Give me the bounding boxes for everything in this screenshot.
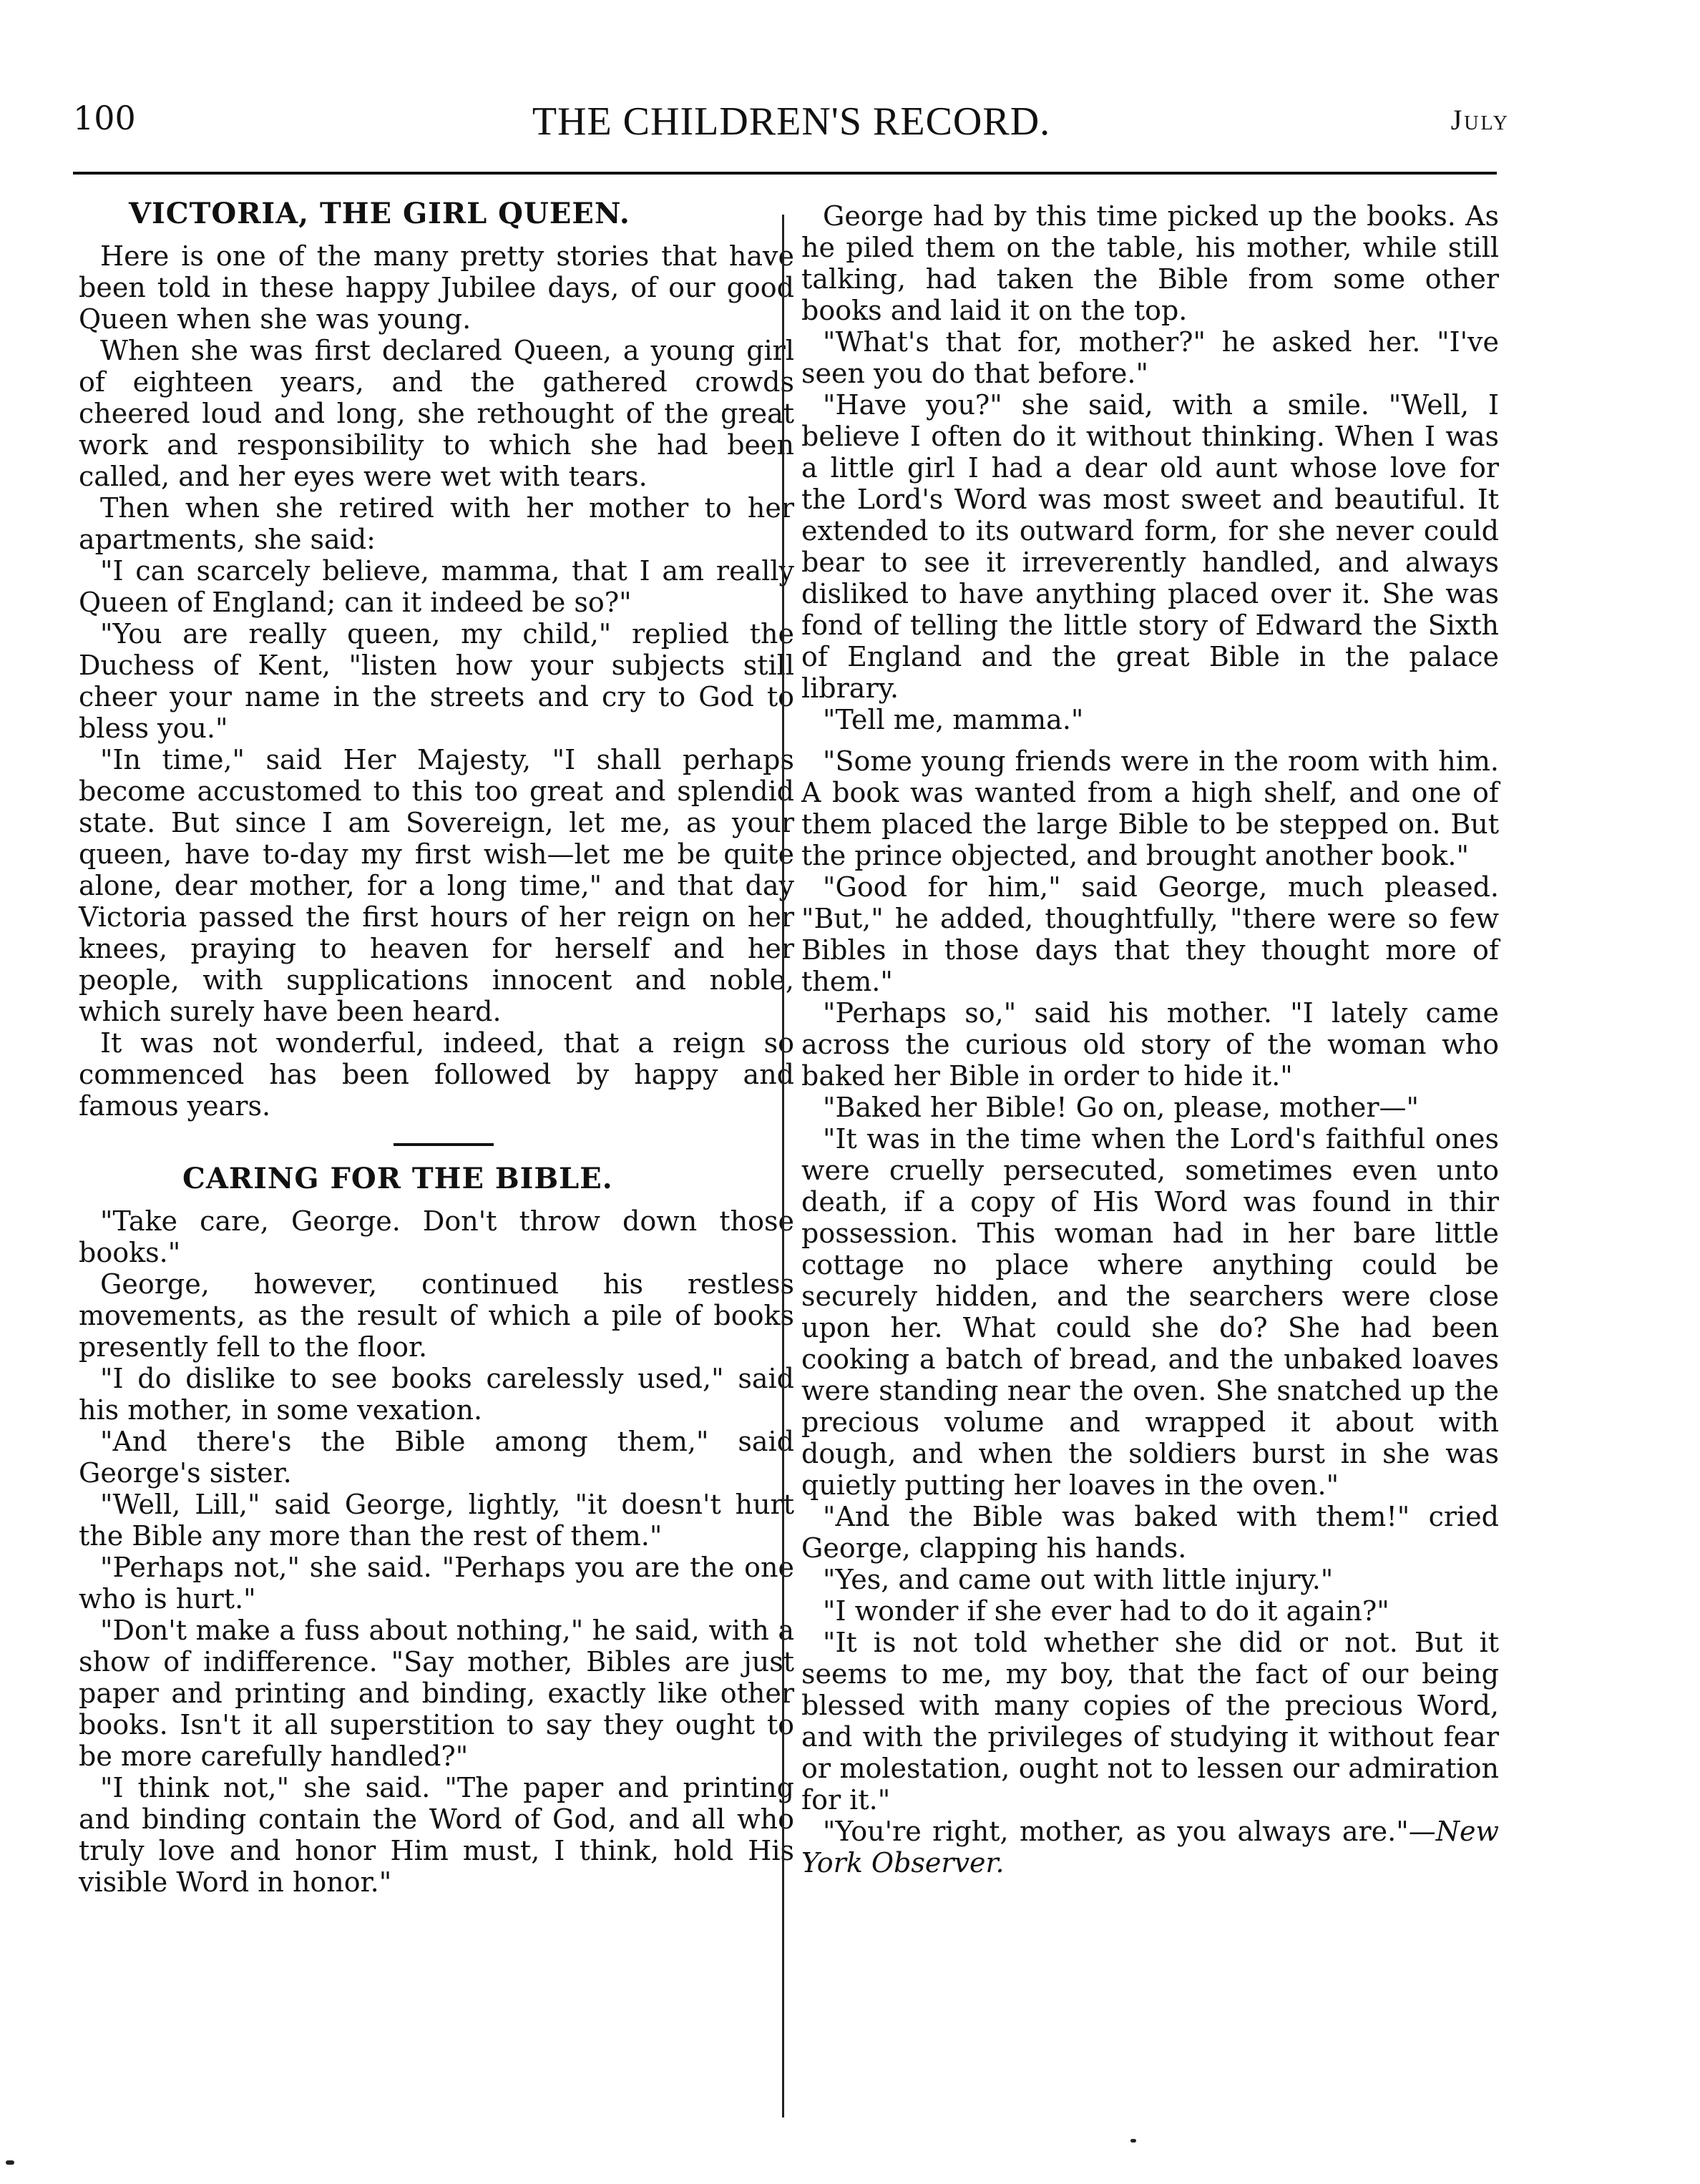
paragraph: "It was in the time when the Lord's faithful ones were cruelly persecuted, sometimes even unto death, if a copy of His Word was found in thir possession. This woman had in her bare little cottage no place where anything could be securely hidden, and the searchers were close upon her. What could she do? She had been cooking a batch of bread, and the unbaked loaves were standing near the oven. She snatched up the precious volume and wrapped it about with dough, and when the soldiers burst in she was quietly putting her loaves in the oven." (801, 1123, 1499, 1501)
paragraph: When she was first declared Queen, a young girl of eighteen years, and the gathered crowds cheered loud and long, she rethought of the great work and responsibility to which she had been called, and her eyes were wet with tears. (79, 335, 794, 492)
paragraph: George, however, continued his restless movements, as the result of which a pile of books presently fell to the floor. (79, 1268, 794, 1363)
issue-month: July (1450, 104, 1510, 136)
paragraph: "Good for him," said George, much pleased. "But," he added, thoughtfully, "there were so few Bibles in those days that they thought more of them." (801, 871, 1499, 997)
section-divider (394, 1143, 494, 1146)
paragraph: "Don't make a fuss about nothing," he said, with a show of indifference. "Say mother, Bibles are just paper and printing and binding, exactly like other books. Isn't it all superstition to say they ought to be more carefully handled?" (79, 1615, 794, 1772)
right-column (801, 200, 1499, 1879)
paragraph: "Tell me, mamma." (823, 704, 1084, 735)
article-heading-victoria: VICTORIA, THE GIRL QUEEN. (129, 197, 630, 230)
paragraph: "What's that for, mother?" he asked her. "I've seen you do that before." (801, 326, 1499, 389)
paragraph: "I do dislike to see books carelessly used," said his mother, in some vexation. (79, 1363, 794, 1426)
paragraph: "I wonder if she ever had to do it again?" (823, 1595, 1389, 1627)
closing-paragraph (801, 1816, 1499, 1879)
page-header (73, 99, 1510, 156)
paragraph: "You are really queen, my child," replied the Duchess of Kent, "listen how your subjects still cheer your name in the streets and cry to God to bless you." (79, 618, 794, 744)
closing-text: "You're right, mother, as you always are."— (823, 1816, 1436, 1847)
paragraph: George had by this time picked up the books. As he piled them on the table, his mother, while still talking, had taken the Bible from some other books and laid it on the top. (801, 200, 1499, 326)
paragraph: It was not wonderful, indeed, that a reign so commenced has been followed by happy and famous years. (79, 1027, 794, 1122)
article-body-caring-left (79, 1205, 794, 1898)
paragraph: "Perhaps so," said his mother. "I lately came across the curious old story of the woman who baked her Bible in order to hide it." (801, 997, 1499, 1092)
print-speck (6, 2160, 14, 2165)
source-attribution: New York Observer. (801, 1816, 1499, 1879)
print-speck (1130, 2139, 1136, 2143)
page-number: 100 (73, 99, 136, 137)
paragraph: "Perhaps not," she said. "Perhaps you are the one who is hurt." (79, 1552, 794, 1615)
paragraph: "It is not told whether she did or not. But it seems to me, my boy, that the fact of our being blessed with many copies of the precious Word, and with the privileges of studying it without fear or molestation, ought not to lessen our admiration for it." (801, 1627, 1499, 1816)
column-divider (782, 215, 784, 2117)
paragraph: "I can scarcely believe, mamma, that I am really Queen of England; can it indeed be so?" (79, 555, 794, 618)
paragraph: "Well, Lill," said George, lightly, "it doesn't hurt the Bible any more than the rest of them." (79, 1489, 794, 1552)
paragraph: "Some young friends were in the room with him. A book was wanted from a high shelf, and one of them placed the large Bible to be stepped on. But the prince objected, and brought another book." (801, 745, 1499, 871)
paragraph: "Baked her Bible! Go on, please, mother—" (823, 1092, 1419, 1123)
paragraph: "And the Bible was baked with them!" cried George, clapping his hands. (801, 1501, 1499, 1564)
paragraph: "Yes, and came out with little injury." (823, 1564, 1334, 1595)
paragraph: "In time," said Her Majesty, "I shall perhaps become accustomed to this too great and splendid state. But since I am Sovereign, let me, as your queen, have to-day my first wish—let me be quite alone, dear mother, for a long time," and that day Victoria passed the first hours of her reign on her knees, praying to heaven for herself and her people, with supplications innocent and noble, which surely have been heard. (79, 744, 794, 1027)
paragraph: "Take care, George. Don't throw down those books." (79, 1205, 794, 1268)
paragraph: "And there's the Bible among them," said George's sister. (79, 1426, 794, 1489)
paragraph: Then when she retired with her mother to her apartments, she said: (79, 492, 794, 555)
header-rule (73, 172, 1497, 175)
paragraph: Here is one of the many pretty stories that have been told in these happy Jubilee days, of our good Queen when she was young. (79, 240, 794, 335)
journal-title: THE CHILDREN'S RECORD. (532, 99, 1051, 144)
article-body-caring-right (801, 200, 1499, 1816)
paragraph: "Have you?" she said, with a smile. "Well, I believe I often do it without thinking. When I was a little girl I had a dear old aunt whose love for the Lord's Word was most sweet and beautiful. It extended to its outward form, for she never could bear to see it irreverently handled, and always disliked to have anything placed over it. She was fond of telling the little story of Edward the Sixth of England and the great Bible in the palace library. (801, 389, 1499, 704)
article-body-victoria (79, 240, 794, 1122)
article-heading-caring: CARING FOR THE BIBLE. (182, 1162, 613, 1195)
left-column (79, 197, 794, 1898)
paragraph: "I think not," she said. "The paper and printing and binding contain the Word of God, and all who truly love and honor Him must, I think, hold His visible Word in honor." (79, 1772, 794, 1898)
